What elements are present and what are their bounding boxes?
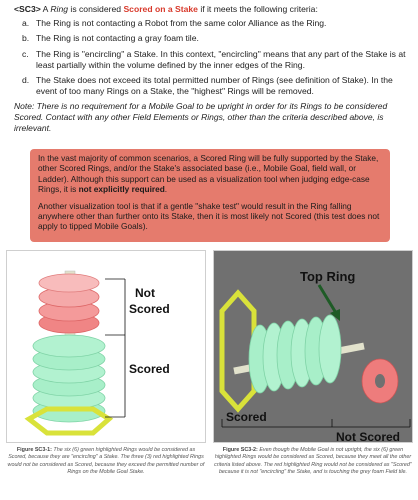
label-not-scored-line1: Not <box>135 286 155 300</box>
criteria-list <box>14 18 409 97</box>
rule-code: <SC3> <box>14 4 41 14</box>
rule-sc3 <box>14 4 409 134</box>
label-not-scored: Not Scored <box>336 430 401 443</box>
criterion-d: d. The Stake does not exceed its total permitted number of Rings (see definition of Stake). In the event of too many Rings on a Stake, the "highest" Rings will be removed. <box>22 75 393 97</box>
term-scored-on-stake: Scored on a Stake <box>123 4 198 14</box>
callout-paragraph-1: In the vast majority of common scenarios, a Scored Ring will be fully supported by the Stake, other Scored Rings, and/or the Stake's associated base (i.e., Mobile Goal, field wall, or Ladder). Although this support can be used as a visualization tool when judging edge-case Rings, it is not explicitly required. <box>38 153 379 195</box>
label-not-scored-line2: Scored <box>129 302 170 316</box>
green-rings <box>249 315 341 393</box>
criterion-c: c. The Ring is "encircling" a Stake. In this context, "encircling" means that any part of the Stake is at least partially within the volume defined by the inner edges of the Ring. <box>22 48 406 70</box>
figure-2-illustration <box>214 251 413 443</box>
callout-paragraph-2: Another visualization tool is that if a gentle "shake test" would result in the Ring falling anywhere other than further onto its Stake, then it is most likely not Scored (this test does not apply to tipped Mobile Goals). <box>38 200 380 232</box>
red-rings <box>39 274 99 333</box>
criterion-b: b. The Ring is not contacting a gray foam tile. <box>22 33 199 44</box>
term-ring: Ring <box>50 4 69 14</box>
rule-intro: <SC3> A Ring is considered Scored on a Stake if it meets the following criteria: <box>14 4 318 14</box>
label-top-ring: Top Ring <box>300 269 356 284</box>
criterion-a: a. The Ring is not contacting a Robot from the same color Alliance as the Ring. <box>22 18 327 29</box>
label-scored: Scored <box>226 410 267 424</box>
figure-sc3-2 <box>213 250 413 443</box>
label-scored: Scored <box>129 362 170 376</box>
caption-figure-1: Figure SC3-1: The six (6) green highlighted Rings would be considered as Scored, because they are "encircling" a Stake. The three (3) red highlighted Rings would not be considered as Scored, because they exceed the permitted number of Rings on the Mobile Goal Stake. <box>7 447 205 476</box>
caption-figure-2: Figure SC3-2: Even though the Mobile Goal is not upright, the six (6) green highlighted Rings would be considered as Scored, because they meet all the other criteria listed above. The red highlighted Ring would not be considered as "Scored" because it is not "encircling" the Stake, and is touching the grey foam Field tile. <box>214 447 412 476</box>
figure-1-illustration <box>7 251 206 443</box>
rule-note: Note: There is no requirement for a Mobile Goal to be upright in order for its Rings to be considered Scored. Contact with any other Field Elements or Rings, other than the criteria described above, is irrelevant. <box>14 101 388 134</box>
figure-sc3-1 <box>6 250 206 443</box>
callout-box <box>30 149 390 242</box>
